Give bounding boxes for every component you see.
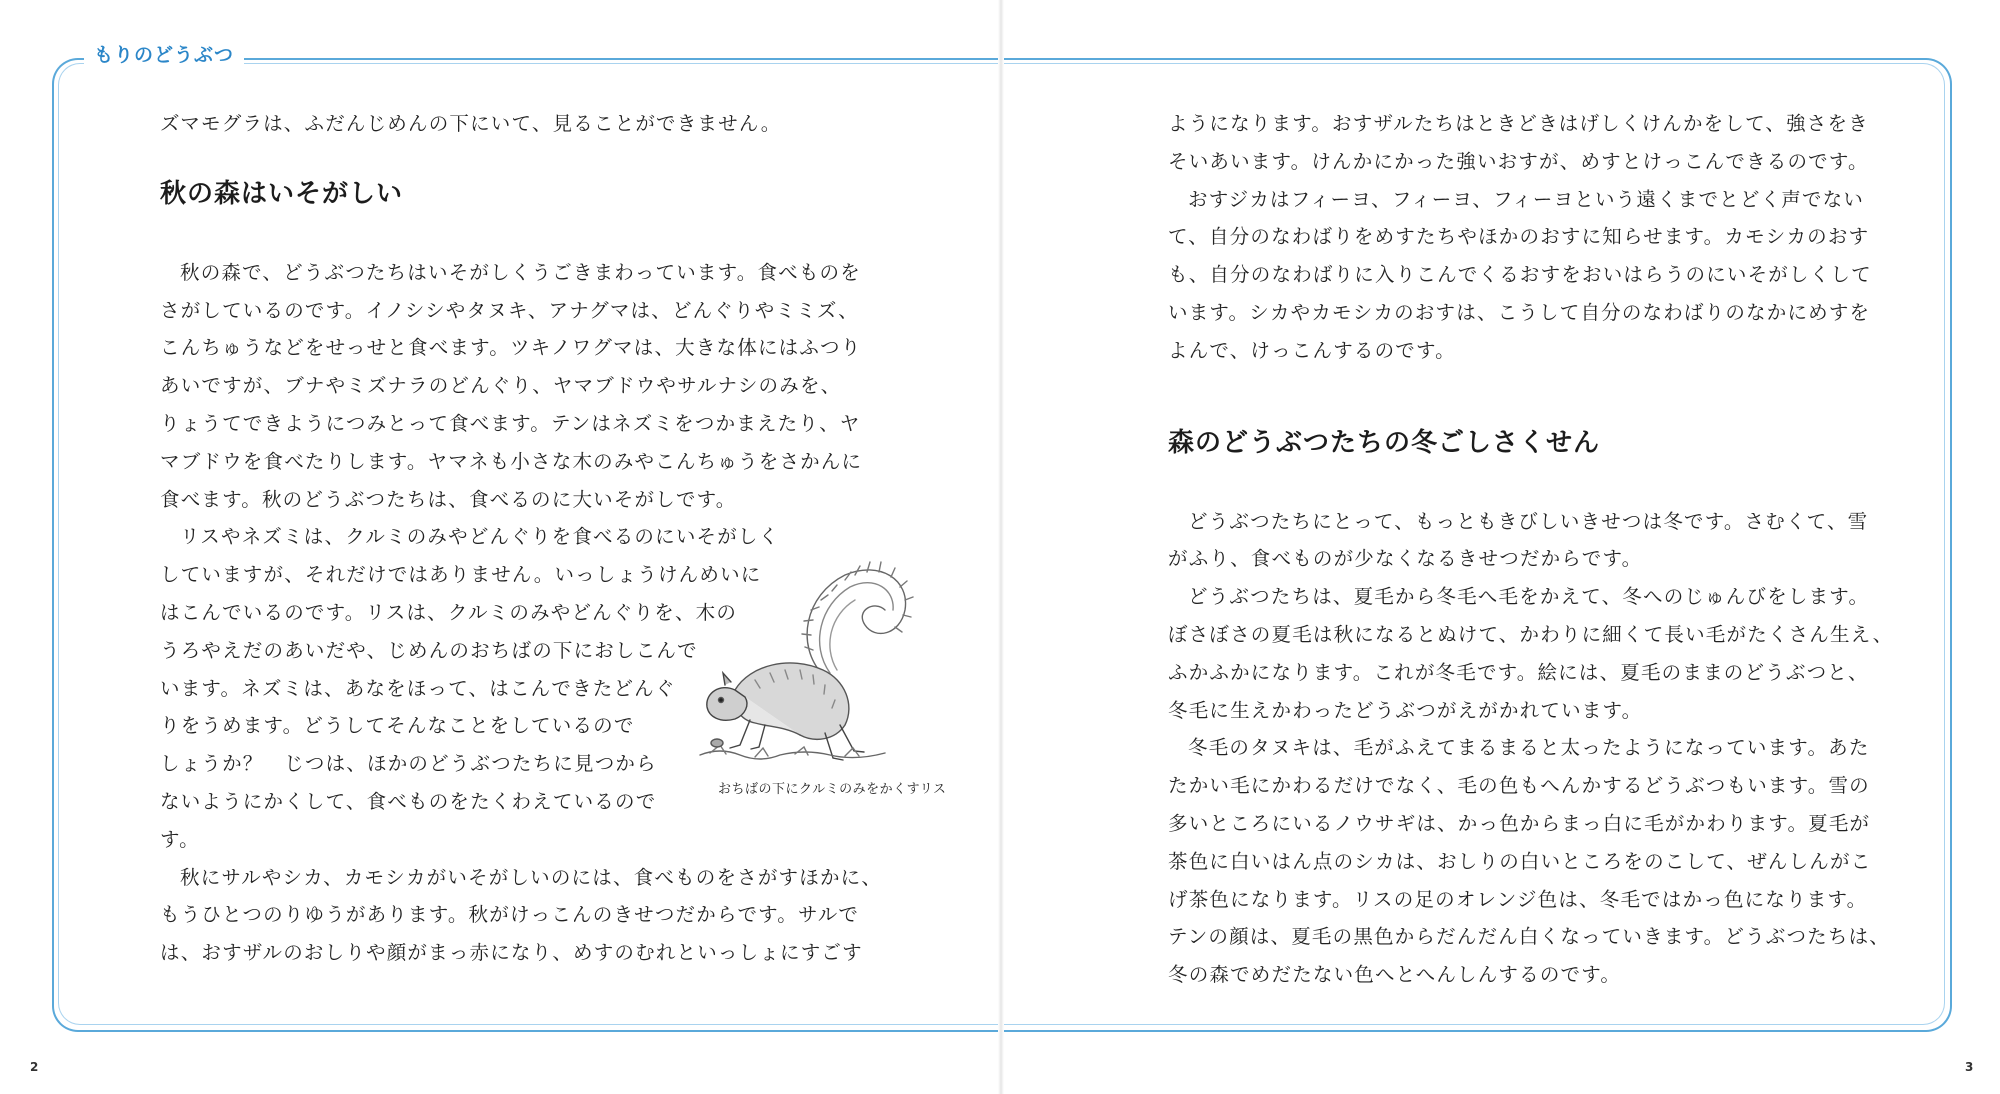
text-line: もうひとつのりゆうがあります。秋がけっこんのきせつだからです。サルで — [160, 903, 860, 927]
left-page-text — [160, 105, 883, 972]
text-line: 茶色に白いはん点のシカは、おしりの白いところをのこして、ぜんしんがこ — [1168, 849, 1872, 873]
text-line: ないようにかくして、食べものをたくわえているので — [160, 789, 657, 813]
text-line: さがしているのです。イノシシやタヌキ、アナグマは、どんぐりやミミズ、 — [160, 298, 859, 322]
text-line: リスやネズミは、クルミのみやどんぐりを食べるのにいそがしく — [180, 525, 780, 549]
chapter-header: もりのどうぶつ — [84, 40, 244, 67]
text-line: おすジカはフィーヨ、フィーヨ、フィーヨという遠くまでとどく声でない — [1188, 187, 1865, 211]
text-line: も、自分のなわばりに入りこんでくるおすをおいはらうのにいそがしくして — [1168, 263, 1872, 287]
text-line: しょうか？ じつは、ほかのどうぶつたちに見つから — [160, 752, 657, 776]
text-line: 秋の森で、どうぶつたちはいそがしくうごきまわっています。食べものを — [180, 260, 861, 284]
text-line: て、自分のなわばりをめすたちやほかのおすに知らせます。カモシカのおす — [1168, 225, 1870, 249]
text-line: りをうめます。どうしてそんなことをしているので — [160, 714, 635, 738]
text-line: 秋にサルやシカ、カモシカがいそがしいのには、食べものをさがすほかに、 — [180, 865, 883, 889]
text-line: よんで、けっこんするのです。 — [1168, 338, 1456, 362]
text-line: げ茶色になります。リスの足のオレンジ色は、冬毛ではかっ色になります。 — [1168, 887, 1868, 911]
section-heading-winter: 森のどうぶつたちの冬ごしさくせん — [1168, 427, 1601, 458]
text-line: こんちゅうなどをせっせと食べます。ツキノワグマは、大きな体にはふつり — [160, 336, 862, 360]
book-gutter — [998, 0, 1004, 1094]
text-line: がふり、食べものが少なくなるきせつだからです。 — [1168, 547, 1643, 571]
text-line: していますが、それだけではありません。いっしょうけんめいに — [160, 563, 762, 587]
text-line: たかい毛にかわるだけでなく、毛の色もへんかするどうぶつもいます。雪の — [1168, 774, 1870, 798]
illustration-caption: おちばの下にクルミのみをかくすリス — [718, 782, 947, 797]
squirrel-icon — [695, 555, 935, 775]
text-line: います。シカやカモシカのおすは、こうして自分のなわばりのなかにめすを — [1168, 300, 1871, 324]
text-line: います。ネズミは、あなをほって、はこんできたどんぐ — [160, 676, 676, 700]
text-line: ズマモグラは、ふだんじめんの下にいて、見ることができません。 — [160, 112, 782, 135]
text-line: うろやえだのあいだや、じめんのおちばの下におしこんで — [160, 638, 698, 662]
text-line: どうぶつたちにとって、もっともきびしいきせつは冬です。さむくて、雪 — [1188, 509, 1869, 533]
text-line: す。 — [160, 827, 200, 851]
text-line: テンの顔は、夏毛の黒色からだんだん白くなっていきます。どうぶつたちは、 — [1168, 925, 1890, 949]
text-line: は、おすザルのおしりや顔がまっ赤になり、めすのむれといっしょにすごす — [160, 941, 863, 965]
text-line: そいあいます。けんかにかった強いおすが、めすとけっこんできるのです。 — [1168, 149, 1869, 173]
text-line: 冬毛のタヌキは、毛がふえてまるまると太ったようになっています。あた — [1188, 736, 1870, 760]
text-line: はこんでいるのです。リスは、クルミのみやどんぐりを、木の — [160, 600, 738, 624]
text-line: ふかふかになります。これが冬毛です。絵には、夏毛のままのどうぶつと、 — [1168, 660, 1869, 684]
squirrel-illustration — [695, 555, 935, 805]
text-line: ぼさぼさの夏毛は秋になるとぬけて、かわりに細くて長い毛がたくさん生え、 — [1168, 622, 1894, 646]
text-line: ようになります。おすザルたちはときどきはげしくけんかをして、強さをき — [1168, 112, 1869, 135]
text-line: マブドウを食べたりします。ヤマネも小さな木のみやこんちゅうをさかんに — [160, 449, 863, 473]
section-heading-autumn: 秋の森はいそがしい — [160, 178, 404, 209]
page-number-left: 2 — [30, 1060, 39, 1074]
right-page-text — [1168, 105, 1894, 994]
text-line: 冬毛に生えかわったどうぶつがえがかれています。 — [1168, 698, 1643, 722]
text-line: どうぶつたちは、夏毛から冬毛へ毛をかえて、冬へのじゅんびをします。 — [1188, 585, 1870, 609]
page-number-right: 3 — [1965, 1060, 1974, 1074]
text-line: りょうてできようにつみとって食べます。テンはネズミをつかまえたり、ヤ — [160, 411, 861, 435]
text-line: 冬の森でめだたない色へとへんしんするのです。 — [1168, 963, 1622, 987]
text-line: 食べます。秋のどうぶつたちは、食べるのに大いそがしです。 — [160, 487, 737, 511]
text-line: あいですが、ブナやミズナラのどんぐり、ヤマブドウやサルナシのみを、 — [160, 374, 842, 398]
text-line: 多いところにいるノウサギは、かっ色からまっ白に毛がかわります。夏毛が — [1168, 811, 1871, 835]
